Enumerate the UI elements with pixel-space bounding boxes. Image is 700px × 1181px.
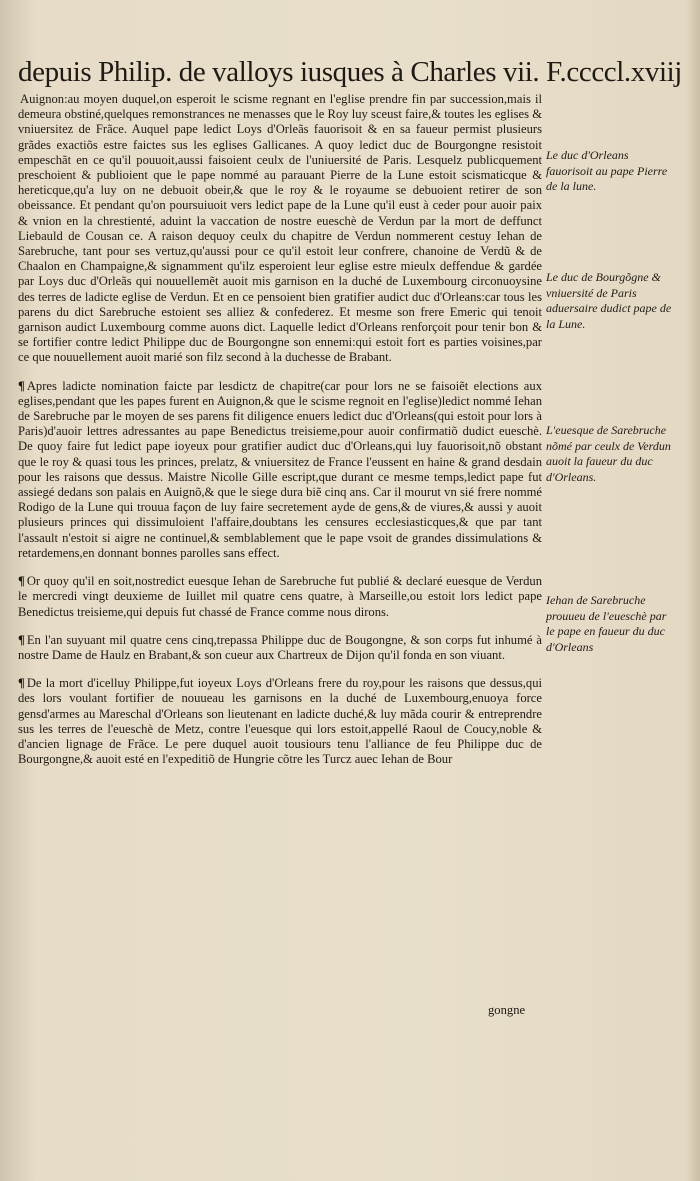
paragraph-text: Auignon:au moyen duquel,on esperoit le scisme regnant en l'eglise prendre fin par succession,mais il demeura obstiné,quelques remonstrances ne menasses que le Roy luy sceust faire,& toutes les eglises & vniuersitez de Frãce. Auquel pape ledict Loys d'Orleãs fauorisoit & en sa faueur permist plusieurs grãdes exactiõs estre faictes sus les eglises Gallicanes. A quoy ledict duc de Bourgongne resistoit empeschãt en ce qu'il pouuoit,aussi faisoient ceulx de l'uniuersité de Paris. Lesquelz publicquement preschoient & publioient que le pape nommé au parauant Pierre de la Lune estoit scismaticque & hereticque,qu'a luy on ne debuoit obeir,& que le roy & le royaume se debuoient retirer de son obeissance. Et pendant qu'on poursuiuoit vers ledict pape de la Lune qu'il eust à ceder pour auoir paix & vnion en la chrestienté, aduint la vaccation de nostre eueschè de Verdun par la mort de deffunct Liebauld de Cousan ce. A raison dequoy ceulx du chapitre de Verdun nommerent cestuy Iehan de Sarebruche, tant pour ses vertuz,qu'aussi pour ce qu'il estoit leur confrere, chanoine de Verdũ & de Chaalon en Champaigne,& signamment qu'ilz esperoient leur eglise estre mieulx deffendue & gardée par Loys duc d'Orleãs qui nouuellemẽt auoit mis garnison en la duché de Luxembourg circonuoysine des terres de ladicte eglise de Verdun. Et en ce pensoient bien gratifier audict duc d'Orleans:car tous les parens du dict Sarebruche estoient ses alliez & confederez. Et mesme son frere Emeric qui tenoit garnison audict Luxembourg comme auons dict. Laquelle ledict d'Orleans renforçoit pour tenir bon & se fortifier contre ledict Philippe duc de Bourgongne son ennemi:qui estoit fort es parties voisines,par ce que nouuellement auoit marié son filz second à la duchesse de Brabant. bbox=[18, 92, 542, 365]
margin-note-1: Le duc d'Orleans fauorisoit au pape Pierre de la lune. bbox=[546, 148, 668, 193]
margin-note-3: L'euesque de Sarebruche nõmé par ceulx de Verdun auoit la faueur du duc d'Orleans. bbox=[546, 423, 671, 484]
body-text bbox=[18, 92, 542, 780]
running-header: depuis Philip. de valloys iusques à Charles vii. F.ccccl.xviij bbox=[18, 56, 682, 88]
margin-note-4: Iehan de Sarebruche prouueu de l'eueschè par le pape en faueur du duc d'Orleans bbox=[546, 593, 667, 654]
paragraph-text: Or quoy qu'il en soit,nostredict euesque Iehan de Sarebruche fut publié & declaré euesque de Verdun le mercredi vingt deuxieme de Iuillet mil quatre cens quatre, à Marseille,ou estoit lors ledict pape Benedictus treisieme,qui depuis fut chassé de France comme nous dirons. bbox=[18, 574, 542, 619]
paragraph-text: De la mort d'icelluy Philippe,fut ioyeux Loys d'Orleans frere du roy,pour les raisons que dessus,qui des lors voulant fortifier de nouueau les garnisons en la duché de Luxembourg,enuoya force gensd'armes au Mareschal d'Orleans son lieutenant en ladicte duché,& luy mãda courir & entreprendre sus les terres de l'eueschè de Metz, contre l'euesque qui lors estoit,appellé Raoul de Coucy,noble & d'ancien lignage de Frãce. Le pere duquel auoit tousiours tenu l'alliance de feu Philippe duc de Bourgongne,& auoit esté en l'expeditiõ de Hungrie cõtre les Turcz auec Iehan de Bour bbox=[18, 676, 542, 767]
paragraph-2 bbox=[18, 379, 542, 561]
paragraph-3 bbox=[18, 574, 542, 620]
pilcrow-mark: ¶ bbox=[18, 632, 25, 647]
margin-note-2: Le duc de Bourgõgne & vniuersité de Paris aduersaire dudict pape de la Lune. bbox=[546, 270, 672, 331]
page-edge-shadow bbox=[686, 0, 700, 1181]
pilcrow-mark: ¶ bbox=[18, 574, 25, 589]
catchword: gongne bbox=[488, 1003, 526, 1017]
paragraph-1 bbox=[18, 92, 542, 366]
pilcrow-mark: ¶ bbox=[18, 378, 25, 393]
pilcrow-mark: ¶ bbox=[18, 676, 25, 691]
paragraph-text: Apres ladicte nomination faicte par lesdictz de chapitre(car pour lors ne se faisoiẽt elections aux eglises,pendant que les papes furent en Auignon,& que le scisme regnoit en l'eglise)ledict nommé Iehan de Sarebruche par le moyen de ses parens fit diligence enuers ledict duc d'Orleans(qui estoit pour lors à Paris)d'auoir lettres adressantes au pape Benedictus treisieme,pour auoir confirmatiõ dudict eueschè. De quoy faire fut ledict pape ioyeux pour gratifier audict duc d'Orleans,qui luy fauorisoit,nõ obstant que le roy & quasi tous les princes, prelatz, & vniuersitez de France l'eussent en haine & grand desdain pour les raisons que dessus. Maistre Nicolle Gille escript,que durant ce mesme temps,ledict pape fut assiegé dedans son palais en Auignõ,& que le siege dura biẽ cinq ans. Car il mourut vn sié frere nommé Rodigo de la Lune qui trouua façon de luy faire secretement ayde de gens,& de viures,& aussi y auoit plusieurs princes qui dissimuloient l'affaire,doubtans les censures ecclesiasticques,& que par tant l'assault n'estoit si aigre ne continuel,& semblablement que le pape vsoit de grandes dissimulations & retardemens,en donnant bonnes parolles sans effect. bbox=[18, 378, 542, 560]
paragraph-text: En l'an suyuant mil quatre cens cinq,trepassa Philippe duc de Bougongne, & son corps fut inhumé à nostre Dame de Haulz en Brabant,& son cueur aux Chartreux de Dijon qu'il fonda en son viuant. bbox=[18, 632, 542, 662]
paragraph-4 bbox=[18, 633, 542, 663]
paragraph-5 bbox=[18, 676, 542, 767]
